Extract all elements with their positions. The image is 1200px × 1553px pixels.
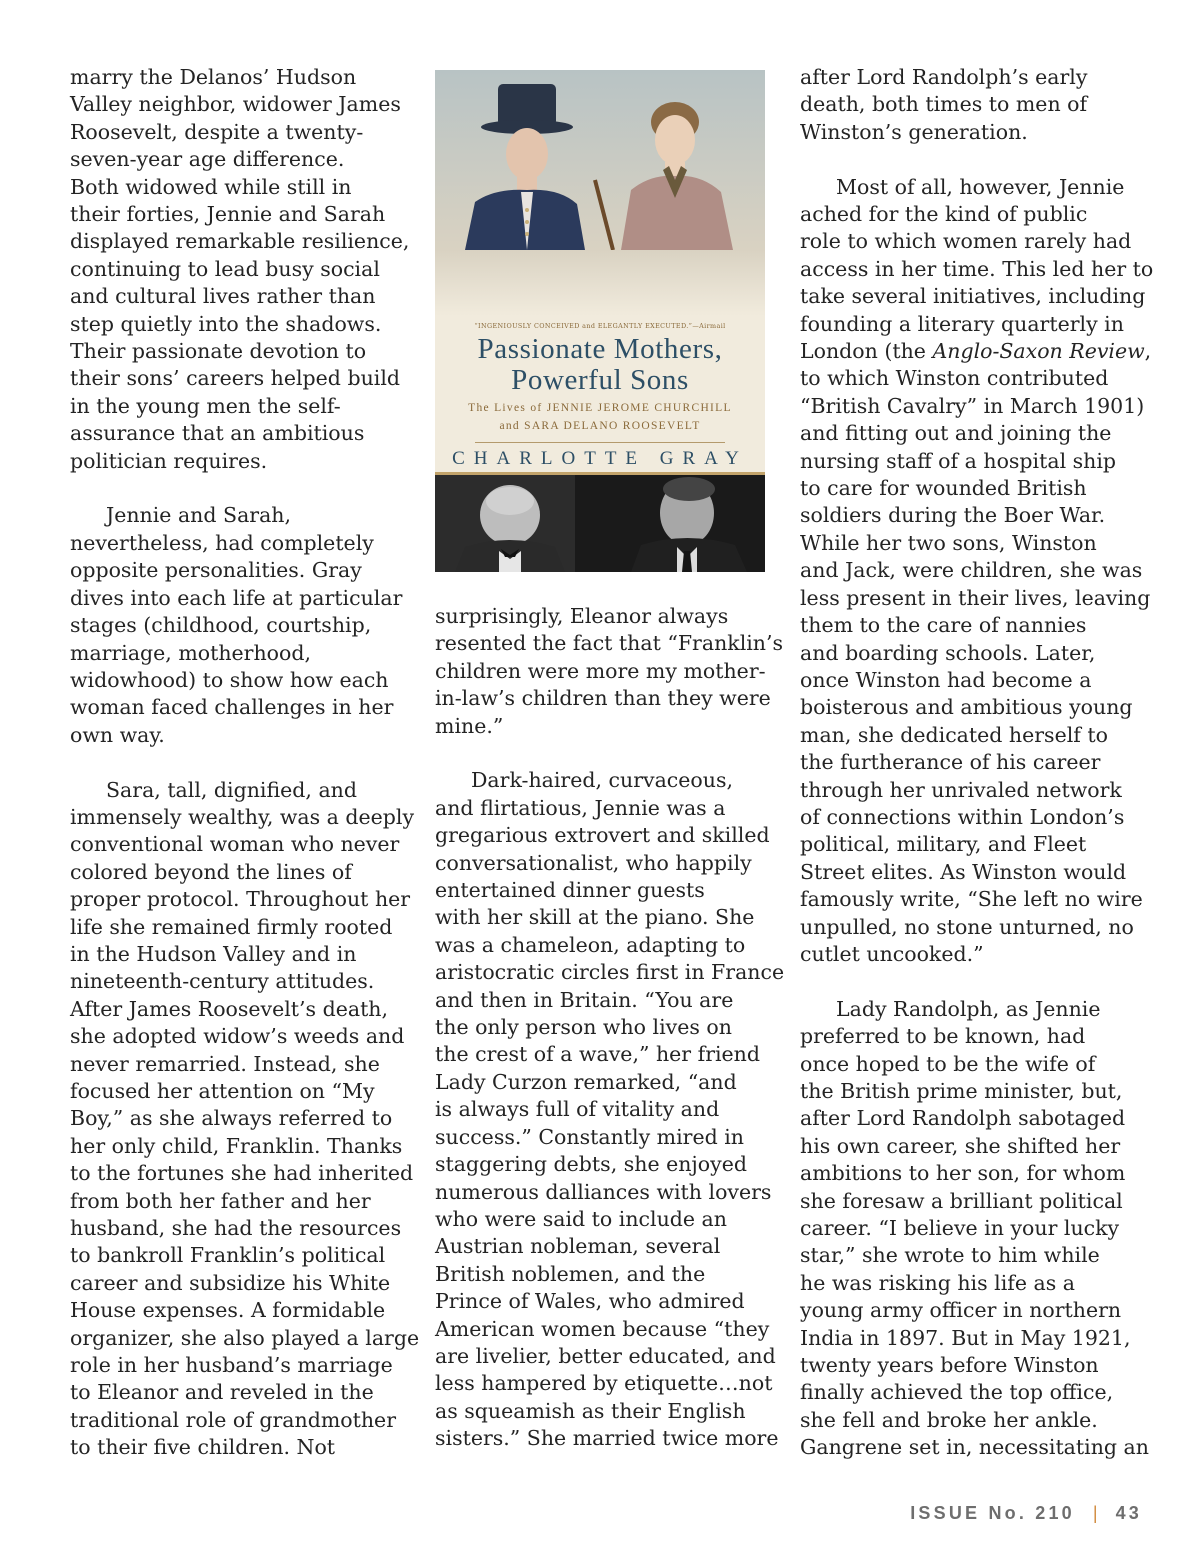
text-line: after Lord Randolph’s early bbox=[800, 65, 1088, 89]
text-line: Both widowed while still in bbox=[70, 174, 352, 199]
text-line: entertained dinner guests bbox=[435, 878, 705, 903]
text-line: after Lord Randolph sabotaged bbox=[800, 1106, 1126, 1131]
text-line: unpulled, no stone unturned, no bbox=[800, 914, 1134, 939]
text-line: marry the Delanos’ Hudson bbox=[70, 65, 357, 89]
text-line: Jennie and Sarah, bbox=[106, 503, 292, 528]
text-line: of connections within London’s bbox=[800, 804, 1125, 829]
text-line: access in her time. This led her to bbox=[800, 256, 1154, 281]
text-line: resented the fact that “Franklin’s bbox=[435, 631, 784, 656]
paragraph bbox=[70, 777, 420, 1462]
text-line: life she remained firmly rooted bbox=[70, 914, 393, 939]
text-line: seven-year age difference. bbox=[70, 147, 345, 172]
text-line: proper protocol. Throughout her bbox=[70, 887, 411, 912]
issue-label: ISSUE No. 210 bbox=[910, 1503, 1075, 1523]
text-line: once hoped to be the wife of bbox=[800, 1051, 1096, 1076]
paragraph bbox=[70, 502, 404, 749]
text-line: ambitions to her son, for whom bbox=[800, 1161, 1126, 1186]
cover-title: Powerful Sons bbox=[511, 364, 689, 396]
text-line: and cultural lives rather than bbox=[70, 284, 376, 309]
text-line: their sons’ careers helped build bbox=[70, 366, 401, 391]
text-line: who were said to include an bbox=[435, 1206, 727, 1231]
publication-title: Anglo-Saxon Review bbox=[932, 339, 1145, 364]
paragraph bbox=[800, 174, 1154, 969]
text-line: Sara, tall, dignified, and bbox=[106, 777, 357, 802]
text-line: cutlet uncooked.” bbox=[800, 941, 984, 966]
text-line: career. “I believe in your lucky bbox=[800, 1216, 1120, 1241]
text-line: focused her attention on “My bbox=[70, 1079, 375, 1103]
text-line: numerous dalliances with lovers bbox=[435, 1179, 772, 1204]
text-line: are livelier, better educated, and bbox=[435, 1343, 776, 1368]
text-line: staggering debts, she enjoyed bbox=[435, 1152, 747, 1177]
text-line: Street elites. As Winston would bbox=[800, 859, 1127, 884]
text-line: Winston’s generation. bbox=[800, 119, 1028, 144]
text-line: aristocratic circles first in France bbox=[435, 960, 785, 985]
text-line: man, she dedicated herself to bbox=[800, 722, 1108, 747]
text-line: Gangrene set in, necessitating an bbox=[800, 1435, 1149, 1460]
text-line: career and subsidize his White bbox=[70, 1270, 391, 1295]
text-line: While her two sons, Winston bbox=[800, 530, 1097, 555]
text-line: less hampered by etiquette…not bbox=[435, 1371, 773, 1396]
text-line: less present in their lives, leaving bbox=[800, 585, 1151, 610]
text-line: conversationalist, who happily bbox=[435, 850, 752, 875]
text-line: India in 1897. But in May 1921, bbox=[800, 1325, 1131, 1350]
text-line: Austrian nobleman, several bbox=[435, 1234, 721, 1259]
cover-author: CHARLOTTE GRAY bbox=[452, 448, 748, 469]
text-line: her only child, Franklin. Thanks bbox=[70, 1133, 403, 1158]
text-line: in-law’s children than they were bbox=[435, 686, 771, 711]
text-fragment: , bbox=[1144, 339, 1152, 364]
text-line: to bankroll Franklin’s political bbox=[70, 1243, 386, 1268]
text-line: Roosevelt, despite a twenty- bbox=[70, 119, 364, 144]
text-line: “British Cavalry” in March 1901) bbox=[800, 393, 1145, 418]
text-line: displayed remarkable resilience, bbox=[70, 229, 410, 254]
text-line: gregarious extrovert and skilled bbox=[435, 823, 770, 848]
text-line: them to the care of nannies bbox=[800, 613, 1087, 638]
text-line: role to which women rarely had bbox=[800, 229, 1132, 254]
text-line: Prince of Wales, who admired bbox=[435, 1289, 745, 1314]
text-line: politician requires. bbox=[70, 448, 268, 473]
text-line: role in her husband’s marriage bbox=[70, 1353, 393, 1378]
page-number: 43 bbox=[1115, 1503, 1142, 1523]
paragraph bbox=[435, 603, 784, 740]
paragraph bbox=[800, 996, 1149, 1462]
text-line: once Winston had become a bbox=[800, 667, 1092, 692]
text-line: Their passionate devotion to bbox=[70, 339, 367, 364]
cover-divider bbox=[475, 442, 725, 443]
text-line: husband, she had the resources bbox=[70, 1216, 402, 1241]
cover-portrait-photo bbox=[435, 70, 765, 250]
text-line: nursing staff of a hospital ship bbox=[800, 448, 1117, 473]
text-line: star,” she wrote to him while bbox=[800, 1243, 1100, 1268]
text-line: House expenses. A formidable bbox=[70, 1298, 386, 1323]
text-line: she adopted widow’s weeds and bbox=[70, 1024, 405, 1049]
text-line: young army officer in northern bbox=[800, 1298, 1122, 1323]
text-line bbox=[800, 338, 1152, 365]
text-line: Most of all, however, Jennie bbox=[836, 174, 1125, 199]
text-line: the crest of a wave,” her friend bbox=[435, 1042, 761, 1067]
text-line: in the Hudson Valley and in bbox=[70, 941, 357, 966]
text-line: soldiers during the Boer War. bbox=[800, 503, 1106, 528]
paragraph bbox=[800, 64, 1134, 146]
text-line: continuing to lead busy social bbox=[70, 256, 380, 281]
text-line: take several initiatives, including bbox=[800, 284, 1146, 309]
text-line: and Jack, were children, she was bbox=[800, 558, 1143, 583]
text-line: boisterous and ambitious young bbox=[800, 695, 1133, 720]
text-line: stages (childhood, courtship, bbox=[70, 613, 372, 638]
text-line: preferred to be known, had bbox=[800, 1024, 1086, 1049]
text-line: British noblemen, and the bbox=[435, 1261, 706, 1286]
text-line: through her unrivaled network bbox=[800, 777, 1122, 802]
text-line: finally achieved the top office, bbox=[800, 1380, 1114, 1405]
text-line: political, military, and Fleet bbox=[800, 832, 1087, 857]
text-line: success.” Constantly mired in bbox=[435, 1124, 745, 1149]
text-line: Boy,” as she always referred to bbox=[70, 1106, 393, 1131]
text-line: he was risking his life as a bbox=[800, 1270, 1075, 1295]
text-line: own way. bbox=[70, 722, 165, 747]
page-footer bbox=[910, 1503, 1142, 1524]
text-line: and boarding schools. Later, bbox=[800, 640, 1096, 665]
text-line: to which Winston contributed bbox=[800, 366, 1109, 391]
text-line: she fell and broke her ankle. bbox=[800, 1407, 1098, 1432]
paragraph bbox=[70, 64, 410, 475]
text-line: to their five children. Not bbox=[70, 1435, 336, 1460]
text-line: nevertheless, had completely bbox=[70, 530, 374, 555]
text-line: and fitting out and joining the bbox=[800, 421, 1112, 446]
text-line: children were more my mother- bbox=[435, 658, 766, 683]
cover-men-photo bbox=[435, 475, 765, 572]
paragraph bbox=[435, 767, 785, 1452]
text-line: Lady Randolph, as Jennie bbox=[836, 996, 1101, 1021]
text-line: death, both times to men of bbox=[800, 92, 1088, 117]
text-line: step quietly into the shadows. bbox=[70, 311, 382, 336]
text-line: and flirtatious, Jennie was a bbox=[435, 795, 726, 820]
cover-subtitle: The Lives of JENNIE JEROME CHURCHILL bbox=[468, 402, 732, 414]
text-fragment: London (the bbox=[800, 339, 933, 364]
article-column-2 bbox=[435, 603, 785, 1480]
text-line: American women because “they bbox=[435, 1316, 770, 1341]
cover-title: Passionate Mothers, bbox=[477, 333, 723, 365]
text-line: nineteenth-century attitudes. bbox=[70, 969, 375, 994]
text-line: founding a literary quarterly in bbox=[800, 311, 1124, 336]
text-line: opposite personalities. Gray bbox=[70, 558, 362, 583]
text-line: dives into each life at particular bbox=[70, 585, 403, 610]
text-line: to care for wounded British bbox=[800, 476, 1087, 501]
text-line: assurance that an ambitious bbox=[70, 421, 365, 446]
text-line: as squeamish as their English bbox=[435, 1398, 746, 1423]
text-line: widowhood) to show how each bbox=[70, 667, 389, 692]
book-cover-image bbox=[435, 70, 765, 572]
cover-subtitle: and SARA DELANO ROOSEVELT bbox=[499, 420, 701, 432]
text-line: never remarried. Instead, she bbox=[70, 1051, 380, 1076]
text-line: Lady Curzon remarked, “and bbox=[435, 1069, 737, 1094]
text-line: sisters.” She married twice more bbox=[435, 1426, 779, 1451]
text-line: marriage, motherhood, bbox=[70, 640, 312, 665]
text-line: Dark-haired, curvaceous, bbox=[471, 768, 733, 793]
text-line: immensely wealthy, was a deeply bbox=[70, 804, 415, 829]
text-line: mine.” bbox=[435, 713, 504, 738]
text-line: woman faced challenges in her bbox=[70, 695, 394, 720]
text-line: the British prime minister, but, bbox=[800, 1079, 1123, 1103]
text-line: famously write, “She left no wire bbox=[800, 887, 1143, 912]
text-line: organizer, she also played a large bbox=[70, 1325, 420, 1350]
text-line: in the young men the self- bbox=[70, 393, 341, 418]
text-line: twenty years before Winston bbox=[800, 1353, 1099, 1378]
text-line: is always full of vitality and bbox=[435, 1097, 720, 1122]
text-line: the only person who lives on bbox=[435, 1015, 732, 1040]
text-line: After James Roosevelt’s death, bbox=[70, 996, 389, 1021]
text-line: from both her father and her bbox=[70, 1188, 371, 1213]
text-line: and then in Britain. “You are bbox=[435, 987, 734, 1012]
text-line: to the fortunes she had inherited bbox=[70, 1161, 414, 1186]
text-line: ached for the kind of public bbox=[800, 202, 1088, 227]
text-line: colored beyond the lines of bbox=[70, 859, 352, 884]
text-line: Valley neighbor, widower James bbox=[70, 92, 401, 117]
text-line: traditional role of grandmother bbox=[70, 1407, 396, 1432]
article-column-1 bbox=[70, 64, 420, 1489]
text-line: his own career, she shifted her bbox=[800, 1133, 1121, 1158]
footer-separator: | bbox=[1092, 1503, 1098, 1523]
text-line: their forties, Jennie and Sarah bbox=[70, 202, 386, 227]
text-line: was a chameleon, adapting to bbox=[435, 932, 746, 957]
text-line: to Eleanor and reveled in the bbox=[70, 1380, 374, 1405]
article-column-3 bbox=[800, 64, 1154, 1489]
text-line: conventional woman who never bbox=[70, 832, 400, 857]
text-line: she foresaw a brilliant political bbox=[800, 1188, 1123, 1213]
text-line: the furtherance of his career bbox=[800, 750, 1101, 775]
text-line: surprisingly, Eleanor always bbox=[435, 604, 729, 628]
cover-quote: “INGENIOUSLY CONCEIVED and ELEGANTLY EXECUTED.”—Airmail bbox=[474, 322, 726, 330]
text-line: with her skill at the piano. She bbox=[435, 905, 755, 930]
